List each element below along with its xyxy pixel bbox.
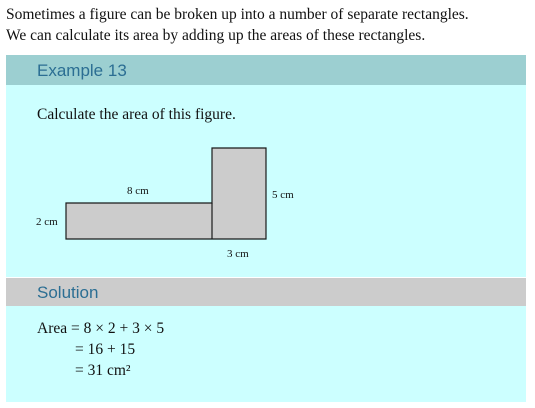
label-left-2cm: 2 cm: [36, 216, 58, 228]
label-right-5cm: 5 cm: [272, 189, 294, 201]
solution-line-1: Area = 8 × 2 + 3 × 5: [37, 320, 165, 337]
label-top-8cm: 8 cm: [127, 185, 149, 197]
solution-work: [37, 318, 164, 381]
solution-title: Solution: [37, 283, 99, 302]
solution-line-2: = 16 + 15: [75, 341, 136, 358]
intro-line-1: Sometimes a figure can be broken up into a number of separate rectangles.: [6, 6, 469, 23]
l-shape-polygon: [66, 148, 266, 239]
solution-line-3: = 31 cm²: [75, 362, 131, 379]
solution-header: [6, 278, 526, 306]
intro-line-2: We can calculate its area by adding up the areas of these rectangles.: [6, 27, 426, 44]
example-prompt: Calculate the area of this figure.: [37, 106, 236, 123]
example-title: Example 13: [37, 61, 127, 80]
label-bottom-3cm: 3 cm: [227, 248, 249, 260]
